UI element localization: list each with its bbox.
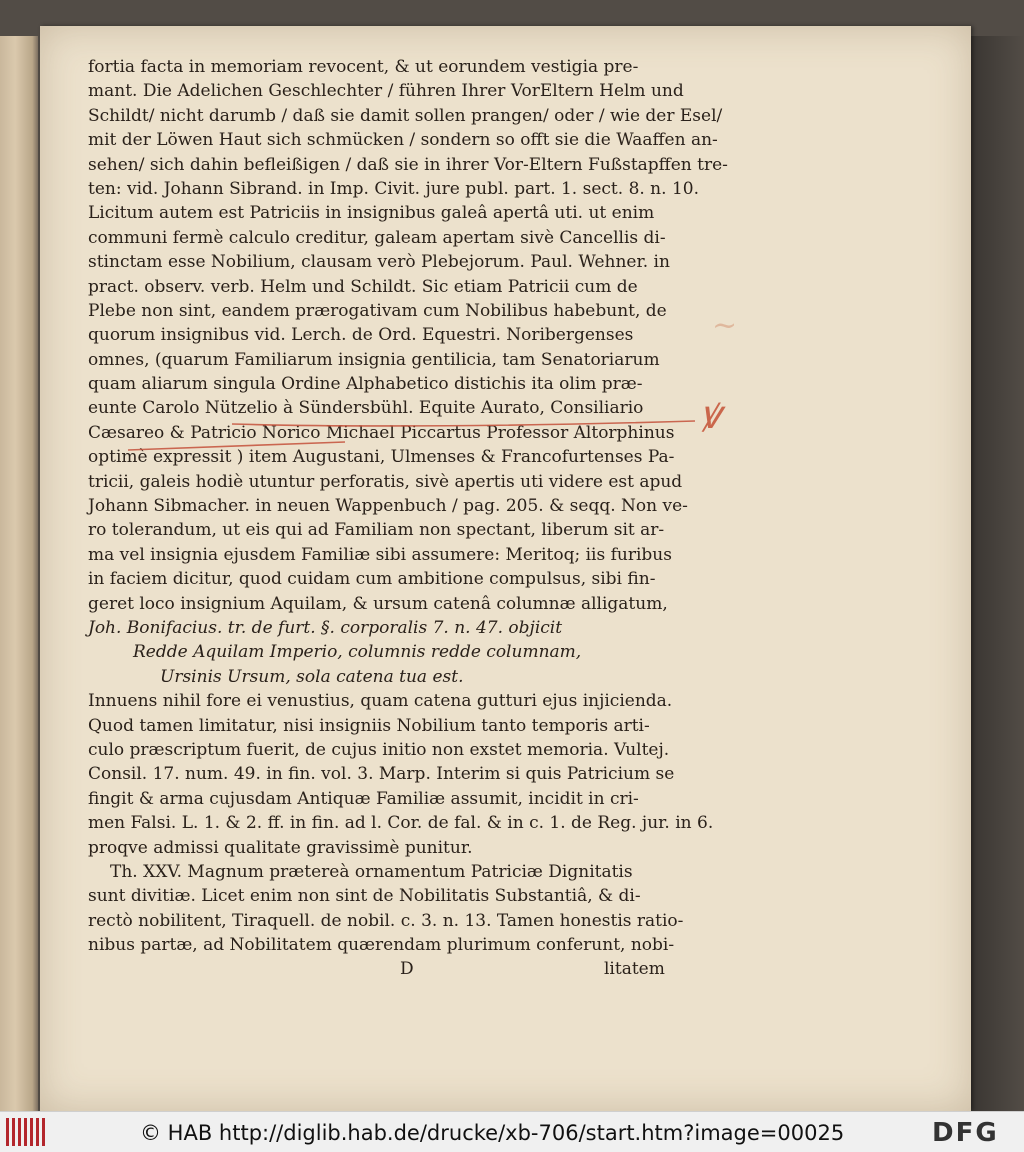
signature-mark: D: [400, 959, 414, 980]
left-page-edge: [0, 36, 38, 1111]
text-line: men Falsi. L. 1. & 2. ff. in fin. ad l. Cor. de fal. & in c. 1. de Reg. jur. in 6.: [88, 813, 714, 834]
text-line: eunte Carolo Nützelio à Sündersbühl. Equite Aurato, Consiliario: [88, 398, 644, 419]
text-line: rectò nobilitent, Tiraquell. de nobil. c. 3. n. 13. Tamen honestis ratio-: [88, 910, 684, 931]
text-line: sunt divitiæ. Licet enim non sint de Nobilitatis Substantiâ, & di-: [88, 886, 641, 907]
text-line: quam aliarum singula Ordine Alphabetico distichis ita olim præ-: [88, 374, 643, 395]
catchword: litatem: [604, 959, 665, 980]
text-line: mit der Löwen Haut sich schmücken / sondern so offt sie die Waaffen an-: [88, 130, 718, 151]
hab-logo-icon: [6, 1118, 46, 1146]
text-line: Licitum autem est Patriciis in insignibus galeâ apertâ uti. ut enim: [88, 203, 655, 224]
text-line: Cæsareo & Patricio Norico Michael Piccartus Professor Altorphinus: [88, 422, 675, 443]
page-foot: [88, 957, 668, 981]
text-line: fortia facta in memoriam revocent, & ut eorundem vestigia pre-: [88, 57, 639, 77]
text-line: ma vel insignia ejusdem Familiæ sibi assumere: Meritoq; iis furibus: [88, 544, 672, 565]
verse-line: Redde Aquilam Imperio, columnis redde columnam,: [133, 642, 582, 663]
text-line: fingit & arma cujusdam Antiquæ Familiæ assumit, incidit in cri-: [88, 788, 639, 809]
text-line: Plebe non sint, eandem prærogativam cum Nobilibus habebunt, de: [88, 300, 667, 321]
text-line: pract. observ. verb. Helm und Schildt. Sic etiam Patricii cum de: [88, 276, 638, 297]
text-line: ro tolerandum, ut eis qui ad Familiam non spectant, liberum sit ar-: [88, 520, 665, 541]
copyright-url: © HAB http://diglib.hab.de/drucke/xb-706/start.htm?image=00025: [140, 1121, 845, 1145]
text-line: culo præscriptum fuerit, de cujus initio non exstet memoria. Vultej.: [88, 739, 670, 760]
text-line: tricii, galeis hodiè utuntur perforatis, sivè apertis uti videre est apud: [88, 471, 683, 492]
margin-annotation: ꝟ: [700, 392, 721, 438]
page-shadow: [971, 36, 1024, 1111]
text-line: mant. Die Adelichen Geschlechter / führen Ihrer VorEltern Helm und: [88, 81, 684, 102]
text-line: nibus partæ, ad Nobilitatem quærendam plurimum conferunt, nobi-: [88, 935, 675, 956]
text-line: Consil. 17. num. 49. in fin. vol. 3. Marp. Interim si quis Patricium se: [88, 764, 675, 785]
text-line: Schildt/ nicht darumb / daß sie damit sollen prangen/ oder / wie der Esel/: [88, 105, 723, 126]
text-line: Johann Sibmacher. in neuen Wappenbuch / pag. 205. & seqq. Non ve-: [88, 496, 688, 517]
text-line: quorum insignibus vid. Lerch. de Ord. Equestri. Noribergenses: [88, 325, 634, 346]
text-line: Quod tamen limitatur, nisi insigniis Nobilium tanto temporis arti-: [88, 715, 650, 736]
verse-line: Ursinis Ursum, sola catena tua est.: [160, 666, 464, 687]
margin-annotation: ~: [712, 308, 738, 343]
paragraph-start: Th. XXV. Magnum prætereà ornamentum Patriciæ Dignitatis: [110, 861, 633, 882]
text-line: omnes, (quarum Familiarum insignia gentilicia, tam Senatoriarum: [88, 349, 660, 370]
text-line: Joh. Bonifacius. tr. de furt. §. corporalis 7. n. 47. objicit: [88, 617, 563, 638]
text-line: in faciem dicitur, quod cuidam cum ambitione compulsus, sibi fin-: [88, 569, 656, 590]
text-line: geret loco insignium Aquilam, & ursum catenâ columnæ alligatum,: [88, 593, 668, 614]
text-line: optimè expressit ) item Augustani, Ulmenses & Francofurtenses Pa-: [88, 447, 675, 468]
text-line: proqve admissi qualitate gravissimè punitur.: [88, 837, 473, 858]
text-line: sehen/ sich dahin befleißigen / daß sie in ihrer Vor-Eltern Fußstapffen tre-: [88, 154, 728, 175]
text-line: stinctam esse Nobilium, clausam verò Plebejorum. Paul. Wehner. in: [88, 252, 670, 273]
page-text: [88, 55, 728, 982]
text-line: ten: vid. Johann Sibrand. in Imp. Civit. jure publ. part. 1. sect. 8. n. 10.: [88, 178, 699, 199]
dfg-logo: DFG: [932, 1118, 999, 1148]
text-line: Innuens nihil fore ei venustius, quam catena gutturi ejus injicienda.: [88, 691, 673, 712]
footer-bar: [0, 1111, 1024, 1152]
text-line: communi fermè calculo creditur, galeam apertam sivè Cancellis di-: [88, 227, 666, 248]
